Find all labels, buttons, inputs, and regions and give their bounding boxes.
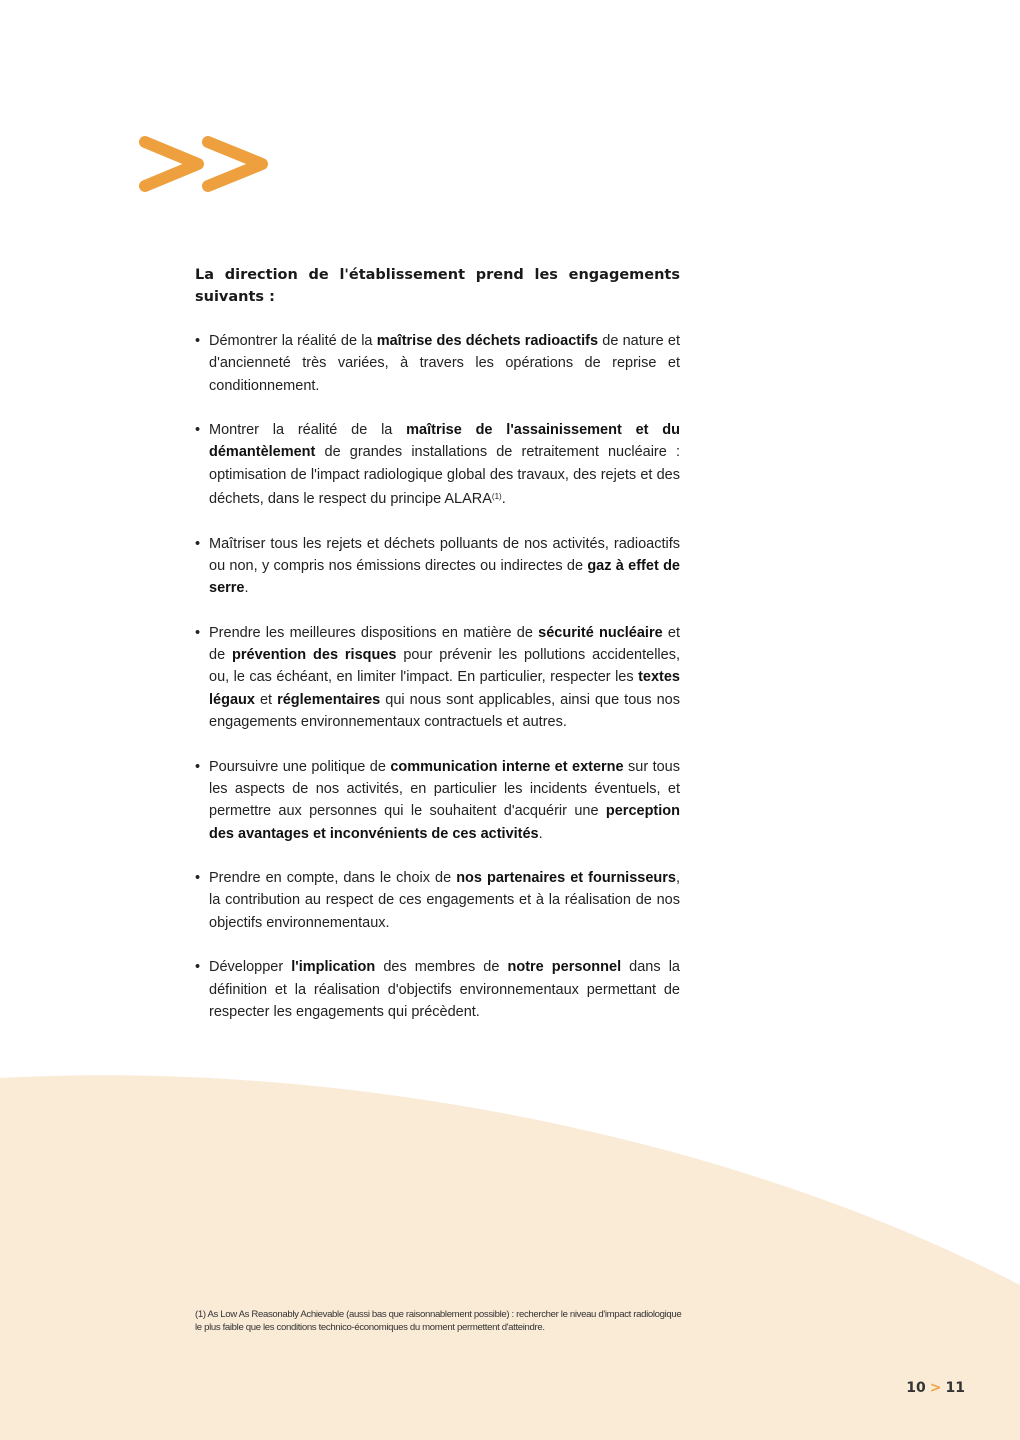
- page-number-left: 10: [906, 1380, 926, 1396]
- footnote-reference: (1): [491, 492, 502, 502]
- footnote: (1) As Low As Reasonably Achievable (aussi bas que raisonnablement possible) : rechercher le niveau d'impact radiologique le plus faible que les conditions technico-économiques du moment permettent d'atteindre.: [195, 1309, 682, 1333]
- bullet-icon: •: [195, 333, 201, 349]
- beige-wave-shape: [0, 1075, 1020, 1440]
- list-item: • Maîtriser tous les rejets et déchets polluants de nos activités, radioactifs ou non, y compris nos émissions directes ou indirectes de gaz à effet de serre.: [195, 533, 680, 600]
- bullet-icon: •: [195, 535, 201, 552]
- section-heading: La direction de l'établissement prend les engagements suivants :: [195, 267, 680, 305]
- bullet-icon: •: [195, 758, 201, 775]
- list-item: • Prendre en compte, dans le choix de nos partenaires et fournisseurs, la contribution au respect de ces engagements et à la réalisation de nos objectifs environnementaux.: [195, 867, 680, 934]
- page-number: [906, 1380, 965, 1396]
- double-chevron-right-icon: [136, 130, 276, 202]
- list-item: • Montrer la réalité de la maîtrise de l'assainissement et du démantèlement de grandes installations de retraitement nucléaire : optimisation de l'impact radiologique global des travaux, des rejets et des déchets, dans le respect du principe ALARA$^{(1)}$.: [195, 419, 680, 510]
- bullet-icon: •: [195, 624, 201, 641]
- bullet-icon: •: [195, 959, 201, 976]
- list-item: • Poursuivre une politique de communication interne et externe sur tous les aspects de nos activités, en particulier les incidents éventuels, et permettre aux personnes qui le souhaitent d'acquérir une perception des avantages et inconvénients de ces activités.: [195, 756, 680, 845]
- engagements-section: [195, 264, 680, 1046]
- engagements-list: [195, 330, 680, 1023]
- list-item: • Prendre les meilleures dispositions en matière de sécurité nucléaire et de prévention des risques pour prévenir les pollutions accidentelles, ou, le cas échéant, en limiter l'impact. En particulier, respecter les textes légaux et réglementaires qui nous sont applicables, ainsi que tous nos engagements environnementaux contractuels et autres.: [195, 622, 680, 733]
- bullet-icon: •: [195, 870, 201, 887]
- page-separator-icon: >: [929, 1380, 942, 1396]
- bullet-icon: •: [195, 422, 201, 439]
- list-item: • Développer l'implication des membres de notre personnel dans la définition et la réalisation d'objectifs environnementaux permettant de respecter les engagements qui précèdent.: [195, 956, 680, 1023]
- page-number-right: 11: [945, 1380, 965, 1396]
- list-item: • Démontrer la réalité de la maîtrise des déchets radioactifs de nature et d'ancienneté très variées, à travers les opérations de reprise et conditionnement.: [195, 330, 680, 397]
